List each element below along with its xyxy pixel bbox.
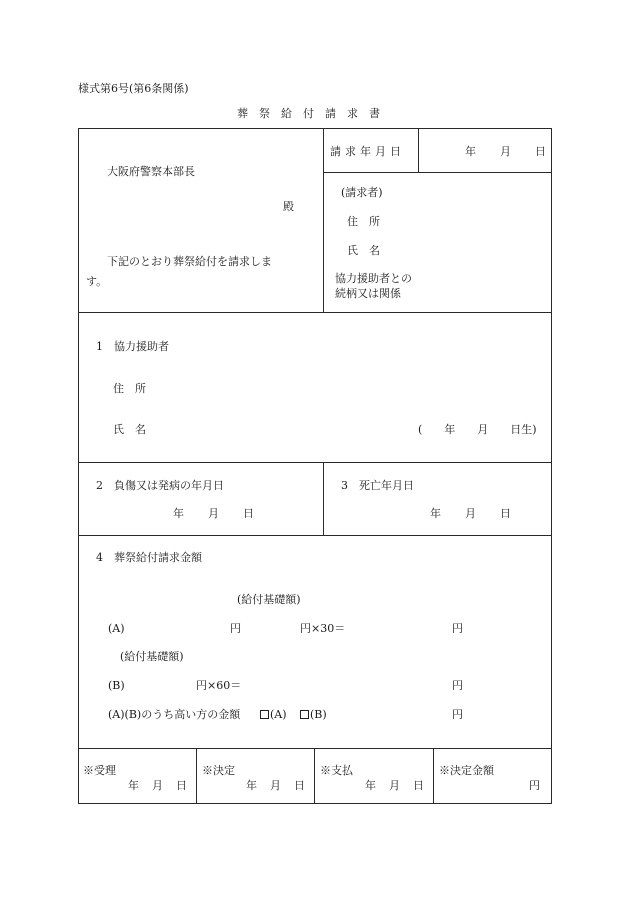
section1-address-label: 住 所 xyxy=(113,382,146,395)
office-amount-yen: 円 xyxy=(529,779,540,792)
claimant-address-label: 住 所 xyxy=(347,215,380,228)
relation-label-line1: 協力援助者との xyxy=(335,272,412,285)
request-date-day: 日 xyxy=(535,145,546,158)
office-decided-month: 月 xyxy=(270,779,281,792)
form-table xyxy=(78,128,552,804)
divider-section1 xyxy=(78,462,552,463)
divider-section23 xyxy=(78,535,552,536)
request-text-line1: 下記のとおり葬祭給付を請求しま xyxy=(107,255,272,268)
office-received-day: 日 xyxy=(176,779,187,792)
divider-office-3 xyxy=(433,748,434,804)
row-a-label: (A) xyxy=(108,622,125,635)
section1-birthdate: ( 年 月 日生) xyxy=(418,423,537,436)
base-amount-label: (給付基礎額) xyxy=(237,593,301,606)
request-date-year: 年 xyxy=(465,145,476,158)
divider-top-vertical xyxy=(323,128,324,313)
form-id: 様式第6号(第6条関係) xyxy=(78,82,189,95)
office-received-year: 年 xyxy=(128,779,139,792)
office-decided-year: 年 xyxy=(246,779,257,792)
form-title: 葬祭給付請求書 xyxy=(237,107,391,120)
request-date-month: 月 xyxy=(500,145,511,158)
office-received-month: 月 xyxy=(152,779,163,792)
row-a-result-yen: 円 xyxy=(452,622,463,635)
base-amount-label-b: (給付基礎額) xyxy=(120,650,184,663)
section3-day: 日 xyxy=(500,507,511,520)
addressee: 大阪府警察本部長 xyxy=(107,165,195,178)
row-b-calc: 円×60＝ xyxy=(196,679,242,692)
office-received-label: ※受理 xyxy=(83,764,116,777)
section3-title: 3 死亡年月日 xyxy=(341,479,414,492)
higher-amount-text: (A)(B)のうち高い方の金額 xyxy=(108,708,241,721)
office-paid-year: 年 xyxy=(365,779,376,792)
section1-name-label: 氏 名 xyxy=(113,423,146,436)
section1-title: 1 協力援助者 xyxy=(96,340,169,353)
office-amount-label: ※決定金額 xyxy=(439,764,494,777)
row-a-yen: 円 xyxy=(230,622,241,635)
checkbox-a-box[interactable] xyxy=(260,710,269,719)
divider-section4 xyxy=(78,748,552,749)
checkbox-b-box[interactable] xyxy=(300,710,309,719)
divider-sec23-vertical xyxy=(323,462,324,536)
divider-office-2 xyxy=(314,748,315,804)
divider-date-vertical xyxy=(418,128,419,173)
row-a-calc: 円×30＝ xyxy=(300,622,346,635)
office-paid-month: 月 xyxy=(389,779,400,792)
divider-office-1 xyxy=(196,748,197,804)
row-b-result-yen: 円 xyxy=(452,679,463,692)
section3-month: 月 xyxy=(465,507,476,520)
checkbox-a[interactable] xyxy=(260,708,287,721)
section4-title: 4 葬祭給付請求金額 xyxy=(96,551,202,564)
claimant-name-label: 氏 名 xyxy=(347,244,380,257)
section2-day: 日 xyxy=(243,507,254,520)
office-paid-label: ※支払 xyxy=(320,764,353,777)
honorific: 殿 xyxy=(283,200,294,213)
section2-year: 年 xyxy=(173,507,184,520)
divider-top-section xyxy=(78,312,552,313)
section3-year: 年 xyxy=(430,507,441,520)
office-decided-label: ※決定 xyxy=(202,764,235,777)
request-date-label: 請求年月日 xyxy=(330,145,405,158)
section2-month: 月 xyxy=(208,507,219,520)
relation-label-line2: 続柄又は関係 xyxy=(335,287,401,300)
row-b-label: (B) xyxy=(108,679,125,692)
divider-date-row xyxy=(323,172,552,173)
checkbox-b[interactable] xyxy=(300,708,327,721)
section2-title: 2 負傷又は発病の年月日 xyxy=(96,479,224,492)
request-text-line2: す。 xyxy=(86,275,108,288)
higher-amount-yen: 円 xyxy=(452,708,463,721)
office-paid-day: 日 xyxy=(413,779,424,792)
office-decided-day: 日 xyxy=(294,779,305,792)
checkbox-a-label: (A) xyxy=(270,708,287,721)
claimant-label: (請求者) xyxy=(341,186,383,199)
checkbox-b-label: (B) xyxy=(310,708,327,721)
